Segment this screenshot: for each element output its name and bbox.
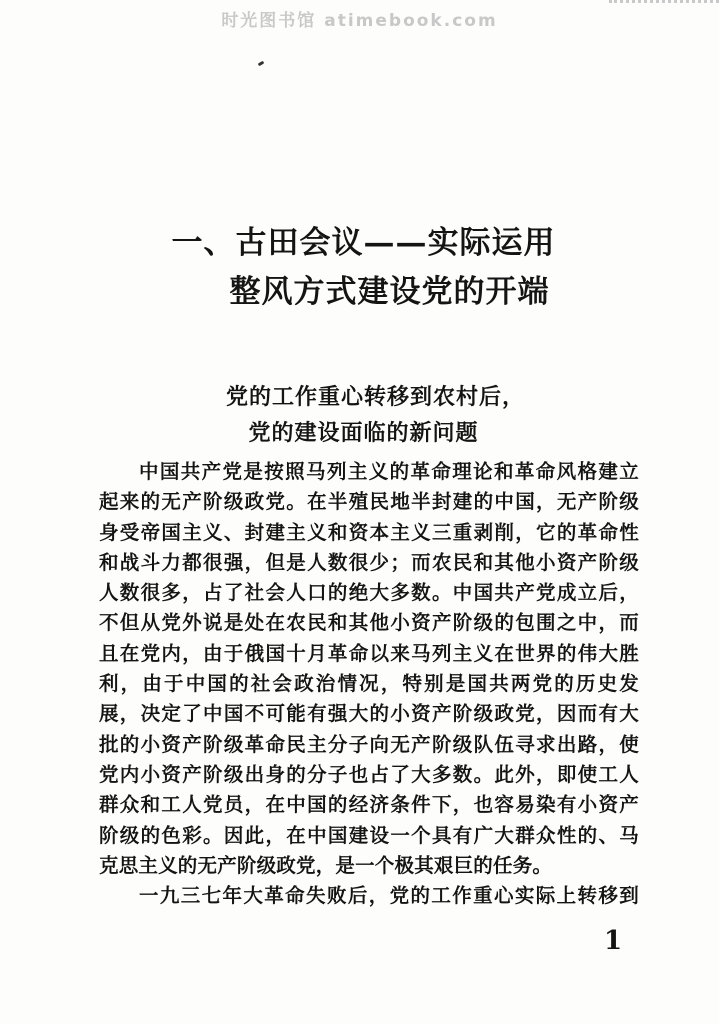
body-line: 起来的无产阶级政党。在半殖民地半封建的中国，无产阶级 xyxy=(99,490,639,514)
section-title-line-1: 党的工作重心转移到农村后， xyxy=(225,384,525,410)
chapter-title-line-1: 一、古田会议——实际运用 xyxy=(171,225,556,261)
body-line: 阶级的色彩。因此，在中国建设一个具有广大群众性的、马 xyxy=(99,823,639,847)
body-line: 人数很多，占了社会人口的绝大多数。中国共产党成立后， xyxy=(99,581,639,605)
watermark: 时光图书馆 atimebook.com xyxy=(221,11,498,31)
page-number: 1 xyxy=(604,926,623,956)
body-line: 利，由于中国的社会政治情况，特别是国共两党的历史发 xyxy=(99,672,639,696)
scan-border-mark xyxy=(609,0,719,17)
body-line: 和战斗力都很强，但是人数很少；而农民和其他小资产阶级 xyxy=(99,550,639,574)
body-line: 党内小资产阶级出身的分子也占了大多数。此外，即使工人 xyxy=(99,762,639,786)
body-line: 展，决定了中国不可能有强大的小资产阶级政党，因而有大 xyxy=(99,702,639,726)
body-line: 中国共产党是按照马列主义的革命理论和革命风格建立 xyxy=(139,460,639,483)
body-text xyxy=(99,457,639,911)
chapter-title-line-2: 整风方式建设党的开端 xyxy=(229,274,550,310)
body-line: 身受帝国主义、封建主义和资本主义三重剥削，它的革命性 xyxy=(99,520,639,544)
body-line: 批的小资产阶级革命民主分子向无产阶级队伍寻求出路，使 xyxy=(99,732,639,756)
body-line: 且在党内，由于俄国十月革命以来马列主义在世界的伟大胜 xyxy=(99,641,639,665)
body-line: 不但从党外说是处在农民和其他小资产阶级的包围之中，而 xyxy=(99,611,639,635)
body-line: 克思主义的无产阶级政党，是一个极其艰巨的任务。 xyxy=(99,853,553,877)
body-line: 群众和工人党员，在中国的经济条件下，也容易染有小资产 xyxy=(99,793,639,817)
section-title-line-2: 党的建设面临的新问题 xyxy=(248,420,479,446)
scan-speck xyxy=(258,61,265,67)
body-line: 一九三七年大革命失败后，党的工作重心实际上转移到 xyxy=(139,884,639,908)
